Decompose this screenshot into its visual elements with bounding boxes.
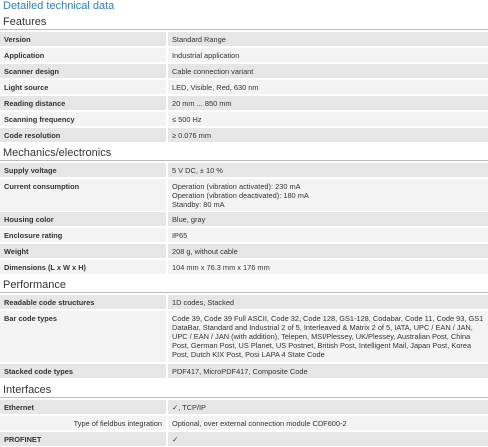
value-line: UPC / EAN / JAN (with addition), Telepen, MSI/Plessey, UK/Plessey, Australian Post, China [172,332,471,341]
row-value: IP65 [168,228,488,242]
row-value: ✓ [168,432,488,446]
row-key: Readable code structures [0,295,166,309]
row-value: ≥ 0.076 mm [168,128,488,142]
table-row [0,112,488,126]
row-value: Blue, gray [168,212,488,226]
section-performance-heading: Performance [0,278,488,293]
value-line: Operation (vibration activated): 230 mA [172,182,301,191]
row-key: Enclosure rating [0,228,166,242]
table-row [0,128,488,142]
value-line: Post, German Post, US Planet, US Postnet, British Post, Intelligent Mail, Japan Post, Korea [172,341,472,350]
row-value: PDF417, MicroPDF417, Composite Code [168,364,488,378]
row-key: Application [0,48,166,62]
section-interfaces-heading: Interfaces [0,383,488,398]
row-value: 208 g, without cable [168,244,488,258]
row-value [168,179,488,211]
value-line: Operation (vibration deactivated): 180 mA [172,191,309,200]
row-value: 5 V DC, ± 10 % [168,163,488,177]
table-row [0,416,488,430]
table-row [0,295,488,309]
value-line: DataBar, Standard and Industrial 2 of 5, Interleaved & Matrix 2 of 5, IATA, UPC / EAN / JAN, [172,323,473,332]
row-value: 1D codes, Stacked [168,295,488,309]
row-value: Cable connection variant [168,64,488,78]
row-value: 20 mm ... 850 mm [168,96,488,110]
row-value: LED, Visible, Red, 630 nm [168,80,488,94]
row-key: Current consumption [0,179,166,211]
row-key: Scanning frequency [0,112,166,126]
row-key: Code resolution [0,128,166,142]
table-row [0,432,488,446]
row-key: Type of fieldbus integration [0,416,166,430]
row-key: Reading distance [0,96,166,110]
table-row [0,163,488,177]
table-row [0,228,488,242]
page-title: Detailed technical data [3,0,115,12]
table-row [0,96,488,110]
row-key: Bar code types [0,311,166,362]
row-key: Ethernet [0,400,166,414]
row-key: Housing color [0,212,166,226]
row-value: Standard Range [168,32,488,46]
table-row [0,244,488,258]
value-line: Code 39, Code 39 Full ASCII, Code 32, Code 128, GS1-128, Codabar, Code 11, Code 93, GS1 [172,314,484,323]
value-line: Standby: 80 mA [172,200,225,209]
row-key: PROFINET [0,432,166,446]
section-mechanics-heading: Mechanics/electronics [0,146,488,161]
row-value: ✓, TCP/IP [168,400,488,414]
row-value: Industrial application [168,48,488,62]
row-key: Scanner design [0,64,166,78]
table-row [0,400,488,414]
row-key: Version [0,32,166,46]
row-key: Weight [0,244,166,258]
table-row [0,48,488,62]
table-row [0,32,488,46]
row-key: Dimensions (L x W x H) [0,260,166,274]
table-row [0,311,488,362]
table-row [0,364,488,378]
table-row [0,179,488,211]
row-key: Supply voltage [0,163,166,177]
row-value: 104 mm x 76.3 mm x 176 mm [168,260,488,274]
section-features-heading: Features [0,15,488,30]
table-row [0,80,488,94]
value-line: Post, Dutch KIX Post, Posi LAPA 4 State Code [172,350,325,359]
row-key: Light source [0,80,166,94]
table-row [0,212,488,226]
row-value: Optional, over external connection module CDF600-2 [168,416,488,430]
row-value [168,311,488,362]
row-key: Stacked code types [0,364,166,378]
row-value: ≤ 500 Hz [168,112,488,126]
table-row [0,64,488,78]
table-row [0,260,488,274]
